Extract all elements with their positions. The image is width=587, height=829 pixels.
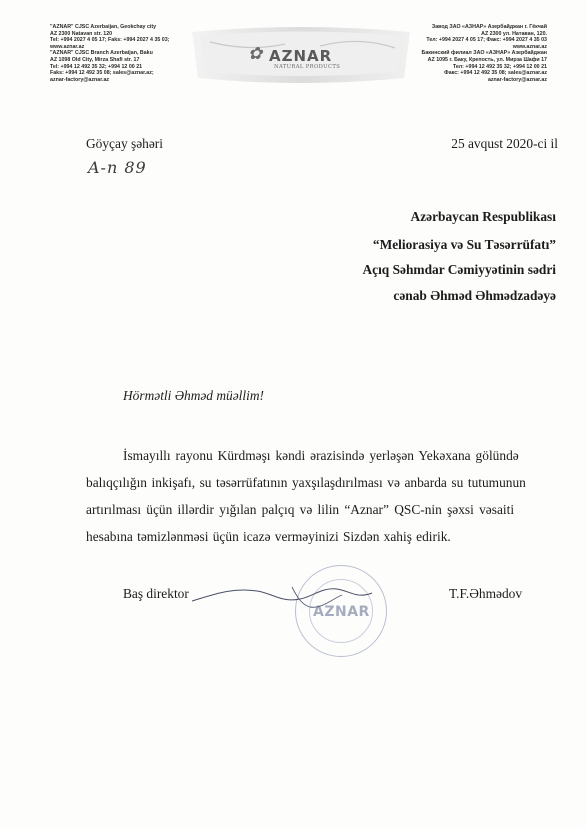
letterhead-line: AZ 1098 Old City, Mirza Shafi str. 17	[50, 56, 140, 63]
letterhead-line: "AZNAR" CJSC Azerbaijan, Geokchay city	[50, 24, 157, 30]
logo-subtitle: NATURAL PRODUCTS	[274, 64, 341, 70]
letterhead-line: aznar-factory@aznar.az	[487, 76, 547, 83]
body-line: hesabına təmizlənməsi üçün icazə verməyinizi Sizdən xahiş edirik.	[86, 529, 451, 544]
letter-city: Göyçay şəhəri	[86, 136, 163, 151]
letterhead-line: Tel: +994 2027 4 05 17; Faks: +994 2027 4 35 03;	[50, 37, 170, 44]
letterhead-line: AZ 2300 ул. Натаван, 120.	[481, 30, 547, 37]
body-line: balıqçılığın inkişafı, su təsərrüfatının yaxşılaşdırılması və anbarda su tutumunun	[86, 475, 526, 490]
company-logo	[248, 44, 344, 74]
recipient-line: cənab Əhməd Əhmədzadəyə	[393, 288, 556, 303]
letterhead-line: Тел: +994 12 492 35 32; +994 12 00 21	[452, 63, 547, 70]
logo-leaf-icon: ✿	[248, 44, 263, 64]
body-line: İsmayıllı rayonu Kürdməşı kəndi ərazisində yerləşən Yekəxana gölündə	[123, 448, 519, 463]
stamp-text: AZNAR	[313, 604, 370, 620]
letterhead-line: Faks: +994 12 492 35 08; sales@aznar.az;	[50, 70, 154, 77]
letterhead-line: AZ 2300 Natavan str. 120	[50, 30, 113, 37]
letterhead-right-contact	[397, 24, 547, 83]
letterhead-line: www.aznar.az	[512, 43, 547, 50]
letter-date: 25 avqust 2020-ci il	[451, 136, 558, 151]
body-line: artırılması üçün illərdir yığılan palçıq və lilin “Aznar” QSC-nin şəxsi vəsaiti	[86, 502, 515, 517]
recipient-line: Azərbaycan Respublikası	[410, 209, 556, 224]
salutation: Hörmətli Əhməd müəllim!	[123, 388, 264, 403]
handwritten-signature	[172, 577, 382, 617]
recipient-line: “Meliorasiya və Su Təsərrüfatı”	[372, 237, 556, 252]
recipient-line: Açıq Səhmdar Cəmiyyətinin sədri	[362, 262, 556, 277]
letterhead-left-contact	[50, 24, 200, 83]
letterhead-line: Факс: +994 12 492 35 08; sales@aznar.az	[444, 70, 547, 77]
letterhead-line: AZ 1095 г. Баку, Крепость, ул. Мирза Шафи 17	[427, 56, 547, 63]
signatory-title: Baş direktor	[123, 586, 189, 601]
signatory-name: T.F.Əhmədov	[449, 586, 523, 601]
reference-number: A-n 89	[88, 158, 147, 177]
letterhead-line: Tel: +994 12 492 35 32; +994 12 00 21	[50, 63, 143, 70]
letterhead-line: aznar-factory@aznar.az	[50, 76, 110, 83]
letterhead-line: "AZNAR" CJSC Branch Azerbaijan, Baku	[50, 50, 153, 57]
letterhead-line: Бакинский филиал ЗАО «АЗНАР» Азербайджан	[421, 50, 547, 57]
logo-name: AZNAR	[269, 47, 333, 65]
letterhead-line: www.aznar.az	[50, 43, 85, 50]
letterhead-line: Тел: +994 2027 4 05 17; Факс: +994 2027 4 35 03	[426, 37, 547, 44]
letterhead-line: Завод ЗАО «АЗНАР» Азербайджан г. Гёкчай	[431, 24, 547, 30]
